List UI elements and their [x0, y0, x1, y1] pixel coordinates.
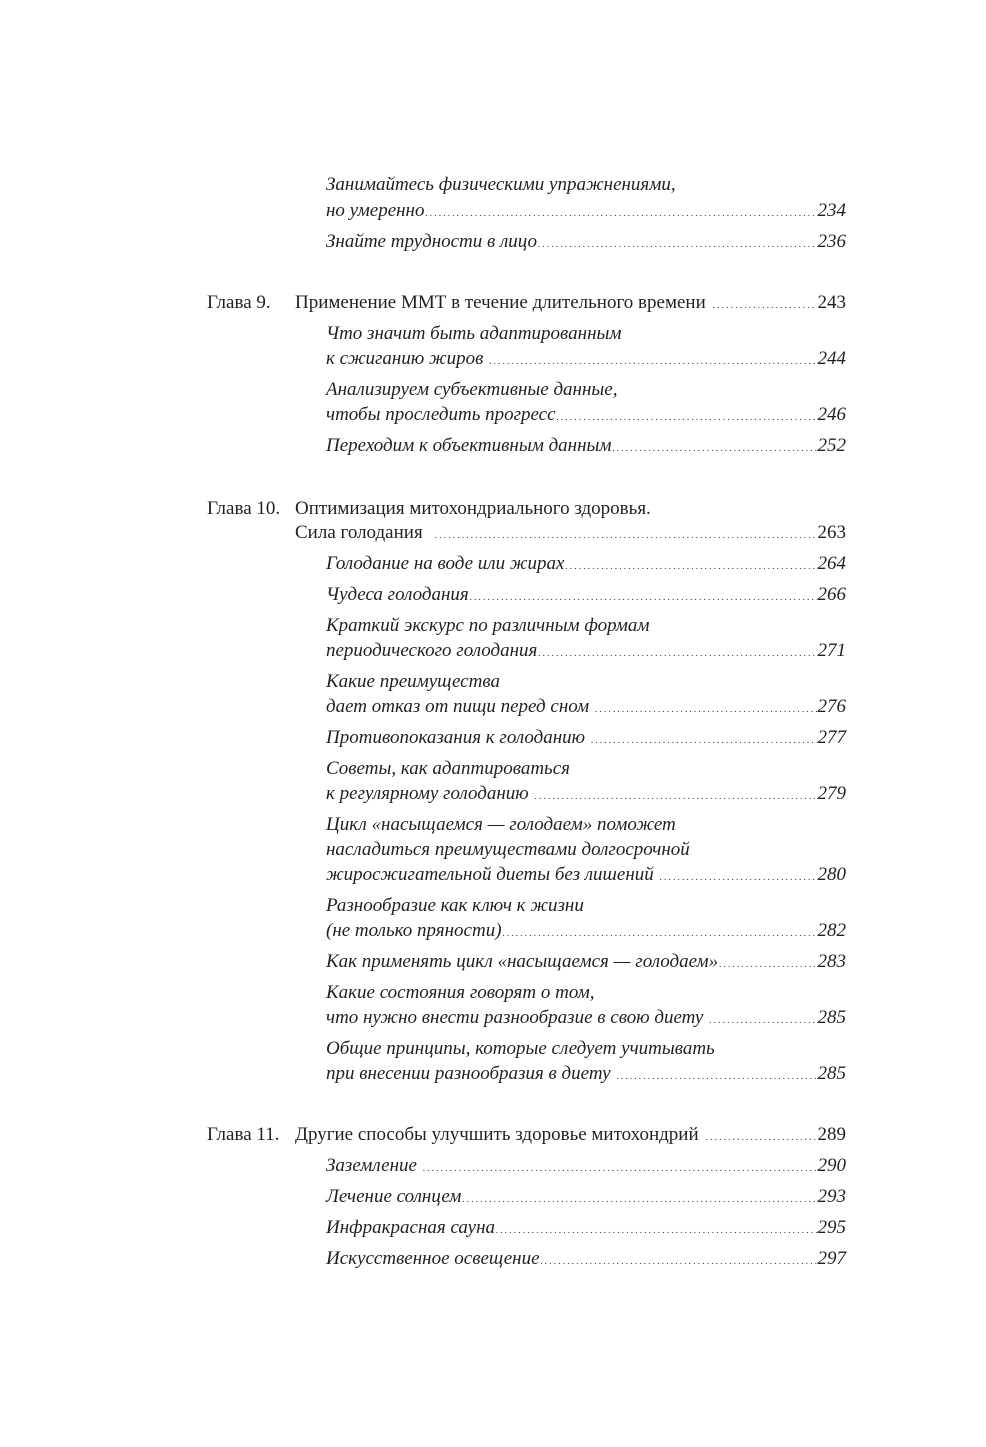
entry-text: Искусственное освещение	[326, 1248, 540, 1269]
page-number: 271	[817, 640, 846, 661]
entry-text: Инфракрасная сауна	[326, 1217, 496, 1238]
entry-text: Цикл «насыщаемся — голодаем» поможет	[326, 814, 676, 835]
toc-entry[interactable]	[326, 638, 846, 664]
entry-text: Чудеса голодания	[326, 584, 469, 605]
toc-entry[interactable]	[326, 694, 846, 720]
entry-text: к сжиганию жиров	[326, 348, 484, 369]
toc-entry[interactable]	[326, 198, 846, 224]
dot-leader	[713, 290, 817, 318]
entry-text: Лечение солнцем	[326, 1186, 462, 1207]
page-number: 236	[817, 231, 846, 252]
toc-entry[interactable]	[326, 1005, 846, 1031]
entry-text: жиросжигательной диеты без лишений	[326, 864, 654, 885]
toc-entry[interactable]	[326, 433, 846, 459]
entry-text: чтобы проследить прогресс	[326, 404, 556, 425]
dot-leader	[706, 1122, 817, 1150]
page-number: 244	[817, 348, 846, 369]
page-number: 276	[817, 696, 846, 717]
page-number: 285	[817, 1063, 846, 1084]
dot-leader	[557, 402, 817, 430]
toc-entry[interactable]	[326, 229, 846, 255]
page-number: 279	[817, 783, 846, 804]
dot-leader	[719, 949, 816, 977]
entry-text: Разнообразие как ключ к жизни	[326, 895, 584, 916]
entry-text: при внесении разнообразия в диету	[326, 1063, 611, 1084]
page-number: 243	[817, 292, 846, 313]
dot-leader	[462, 1184, 816, 1212]
toc-entry[interactable]	[326, 402, 846, 428]
entry-text: Как применять цикл «насыщаемся — голодаем»	[326, 951, 719, 972]
toc-entry-line	[326, 756, 846, 782]
toc-entry[interactable]	[326, 781, 846, 807]
page-number: 297	[817, 1248, 846, 1269]
toc-entry-line	[326, 1036, 846, 1062]
entry-text: Голодание на воде или жирах	[326, 553, 565, 574]
page-number: 277	[817, 727, 846, 748]
dot-leader	[565, 551, 816, 579]
chapter-heading[interactable]	[295, 1122, 846, 1148]
entry-text: Занимайтесь физическими упражнениями,	[326, 174, 676, 195]
dot-leader	[489, 346, 816, 374]
toc-entry[interactable]	[326, 725, 846, 751]
entry-text: Что значит быть адаптированным	[326, 323, 622, 344]
toc-entry-line	[326, 812, 846, 838]
entry-text: Какие преимущества	[326, 671, 500, 692]
dot-leader	[595, 694, 816, 722]
dot-leader	[538, 229, 816, 257]
page-number: 283	[817, 951, 846, 972]
entry-text: периодического голодания	[326, 640, 538, 661]
dot-leader	[613, 433, 817, 461]
chapter-label: Глава 9.	[207, 292, 271, 313]
dot-leader	[425, 198, 816, 226]
page-number: 234	[817, 200, 846, 221]
dot-leader	[496, 1215, 816, 1243]
dot-leader	[660, 862, 817, 890]
toc-entry-line	[326, 980, 846, 1006]
entry-text: Знайте трудности в лицо	[326, 231, 538, 252]
toc-entry-line	[326, 893, 846, 919]
dot-leader	[541, 1246, 817, 1274]
dot-leader	[470, 582, 817, 610]
page-number: 282	[817, 920, 846, 941]
toc-entry-line	[326, 669, 846, 695]
toc-entry[interactable]	[326, 582, 846, 608]
dot-leader	[423, 1153, 817, 1181]
chapter-title: Оптимизация митохондриального здоровья.	[295, 498, 651, 519]
page-number: 295	[817, 1217, 846, 1238]
entry-text: к регулярному голоданию	[326, 783, 529, 804]
chapter-heading[interactable]	[295, 520, 846, 546]
entry-text: (не только пряности)	[326, 920, 502, 941]
toc-entry[interactable]	[326, 551, 846, 577]
chapter-label: Глава 11.	[207, 1124, 280, 1145]
toc-entry[interactable]	[326, 1061, 846, 1087]
dot-leader	[503, 918, 817, 946]
entry-text: что нужно внести разнообразие в свою диету	[326, 1007, 704, 1028]
toc-entry-line	[326, 172, 846, 198]
entry-text: дает отказ от пищи перед сном	[326, 696, 590, 717]
page-number: 263	[817, 522, 846, 543]
toc-entry[interactable]	[326, 949, 846, 975]
chapter-title: Сила голодания	[295, 522, 423, 543]
entry-text: Анализируем субъективные данные,	[326, 379, 618, 400]
entry-text: но умеренно	[326, 200, 425, 221]
toc-entry-line	[326, 837, 846, 863]
chapter-label: Глава 10.	[207, 498, 281, 519]
page-number: 266	[817, 584, 846, 605]
page-number: 285	[817, 1007, 846, 1028]
entry-text: Переходим к объективным данным	[326, 435, 612, 456]
page-number: 280	[817, 864, 846, 885]
page-number: 293	[817, 1186, 846, 1207]
toc-entry[interactable]	[326, 1246, 846, 1272]
entry-text: Советы, как адаптироваться	[326, 758, 570, 779]
chapter-heading-line	[295, 496, 846, 522]
chapter-heading[interactable]	[295, 290, 846, 316]
entry-text: насладиться преимуществами долгосрочной	[326, 839, 690, 860]
chapter-title: Применение ММТ в течение длительного времени	[295, 292, 706, 313]
toc-entry[interactable]	[326, 1184, 846, 1210]
page-number: 290	[817, 1155, 846, 1176]
toc-entry[interactable]	[326, 918, 846, 944]
toc-entry-line	[326, 377, 846, 403]
dot-leader	[538, 638, 816, 666]
dot-leader	[617, 1061, 817, 1089]
toc-entry-line	[326, 321, 846, 347]
page-number: 246	[817, 404, 846, 425]
page-number: 289	[817, 1124, 846, 1145]
toc-entry[interactable]	[326, 862, 846, 888]
entry-text: Краткий экскурс по различным формам	[326, 615, 650, 636]
entry-text: Какие состояния говорят о том,	[326, 982, 595, 1003]
toc-entry[interactable]	[326, 346, 846, 372]
dot-leader	[709, 1005, 816, 1033]
entry-text: Противопоказания к голоданию	[326, 727, 586, 748]
entry-text: Заземление	[326, 1155, 417, 1176]
dot-leader	[435, 520, 817, 548]
toc-entry[interactable]	[326, 1153, 846, 1179]
dot-leader	[591, 725, 816, 753]
dot-leader	[535, 781, 817, 809]
toc-entry-line	[326, 613, 846, 639]
page-number: 252	[817, 435, 846, 456]
chapter-title: Другие способы улучшить здоровье митохондрий	[295, 1124, 699, 1145]
page-number: 264	[817, 553, 846, 574]
toc-entry[interactable]	[326, 1215, 846, 1241]
entry-text: Общие принципы, которые следует учитывать	[326, 1038, 715, 1059]
